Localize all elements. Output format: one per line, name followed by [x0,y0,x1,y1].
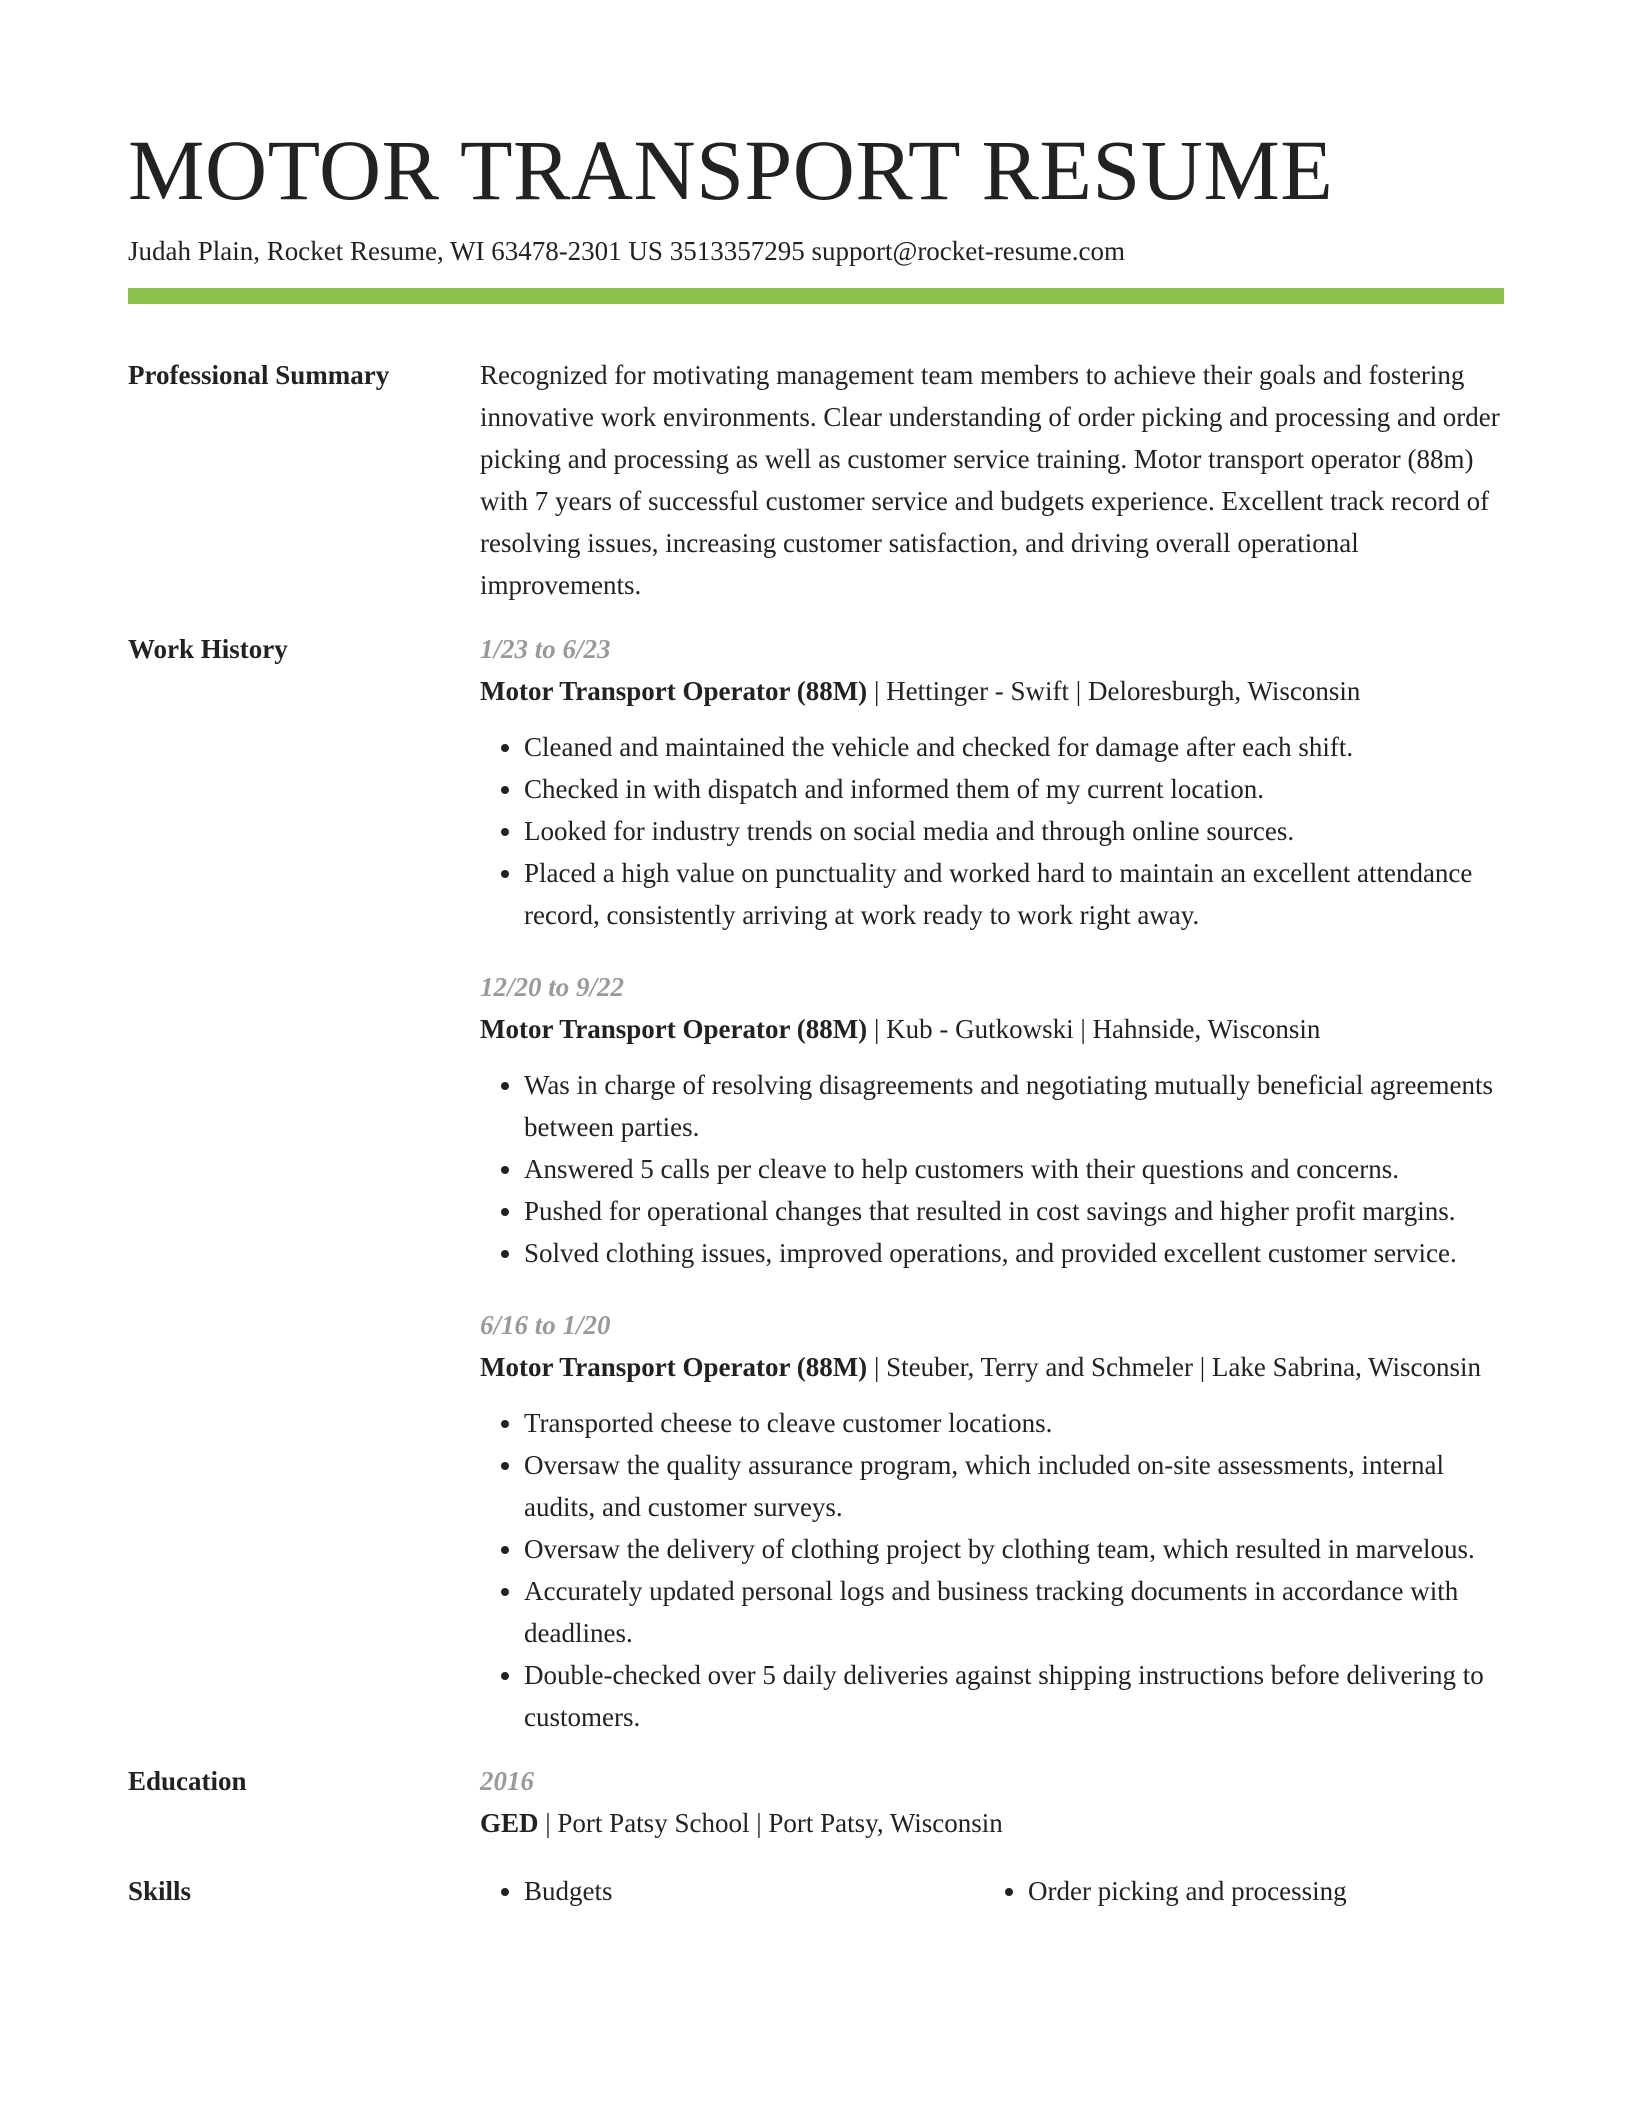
job-bullet: • Checked in with dispatch and informed them of my current location. [524,768,1504,810]
skills-list-left [480,1870,984,1912]
skills-list-right [984,1870,1488,1912]
skills-section [128,1870,1504,1912]
job-bullet: • Answered 5 calls per cleave to help customers with their questions and concerns. [524,1148,1504,1190]
job-heading [480,1346,1504,1388]
job-details: | Hettinger - Swift | Deloresburgh, Wisconsin [867,676,1361,706]
job-bullets [480,1402,1504,1738]
job-heading [480,1008,1504,1050]
job-heading [480,670,1504,712]
job-bullet: • Cleaned and maintained the vehicle and checked for damage after each shift. [524,726,1504,768]
job-bullet: • Double-checked over 5 daily deliveries against shipping instructions before delivering to customers. [524,1654,1504,1738]
job-dates: 1/23 to 6/23 [480,634,611,664]
job-title: Motor Transport Operator (88M) [480,676,868,706]
summary-section [128,354,1504,606]
work-history-label: Work History [128,634,288,664]
education-details: | Port Patsy School | Port Patsy, Wisconsin [538,1808,1003,1838]
job-bullet: • Solved clothing issues, improved operations, and provided excellent customer service. [524,1232,1504,1274]
job-bullet: • Was in charge of resolving disagreements and negotiating mutually beneficial agreements between parties. [524,1064,1504,1148]
job-bullet: • Oversaw the delivery of clothing project by clothing team, which resulted in marvelous. [524,1528,1504,1570]
header-divider [128,288,1504,304]
job-details: | Kub - Gutkowski | Hahnside, Wisconsin [867,1014,1321,1044]
job-bullet: • Placed a high value on punctuality and worked hard to maintain an excellent attendance record, consistently arriving at work ready to work right away. [524,852,1504,936]
skill-item: • Order picking and processing [1028,1870,1488,1912]
resume-page [128,0,1504,1912]
job-bullets [480,726,1504,936]
work-history-section [128,628,1504,1738]
job-bullets [480,1064,1504,1274]
job-title: Motor Transport Operator (88M) [480,1014,868,1044]
job-bullet: • Transported cheese to cleave customer locations. [524,1402,1504,1444]
education-label: Education [128,1766,247,1796]
job-bullet: • Oversaw the quality assurance program, which included on-site assessments, internal audits, and customer surveys. [524,1444,1504,1528]
job-entry [480,628,1504,936]
contact-line: Judah Plain, Rocket Resume, WI 63478-2301 US 3513357295 support@rocket-resume.com [128,236,1125,266]
education-heading [480,1802,1504,1844]
work-history-body [480,628,1504,1738]
summary-label: Professional Summary [128,360,390,390]
job-bullet: • Pushed for operational changes that resulted in cost savings and higher profit margins. [524,1190,1504,1232]
education-degree: GED [480,1808,539,1838]
job-bullet: • Accurately updated personal logs and business tracking documents in accordance with deadlines. [524,1570,1504,1654]
job-dates: 6/16 to 1/20 [480,1310,611,1340]
resume-title: MOTOR TRANSPORT RESUME [128,122,1334,218]
skills-body [480,1870,1504,1912]
job-bullet: • Looked for industry trends on social media and through online sources. [524,810,1504,852]
job-entry [480,966,1504,1274]
education-year: 2016 [480,1766,534,1796]
skills-label: Skills [128,1876,192,1906]
education-section [128,1760,1504,1844]
summary-text: Recognized for motivating management team members to achieve their goals and fostering innovative work environments. Clear understanding of order picking and processing and order picking and processing as well as customer service training. Motor transport operator (88m) with 7 years of successful customer service and budgets experience. Excellent track record of resolving issues, increasing customer satisfaction, and driving overall operational improvements. [480,360,1500,600]
job-details: | Steuber, Terry and Schmeler | Lake Sabrina, Wisconsin [867,1352,1482,1382]
job-entry [480,1304,1504,1738]
job-title: Motor Transport Operator (88M) [480,1352,868,1382]
job-dates: 12/20 to 9/22 [480,972,625,1002]
skill-item: • Budgets [524,1870,984,1912]
education-body [480,1760,1504,1844]
